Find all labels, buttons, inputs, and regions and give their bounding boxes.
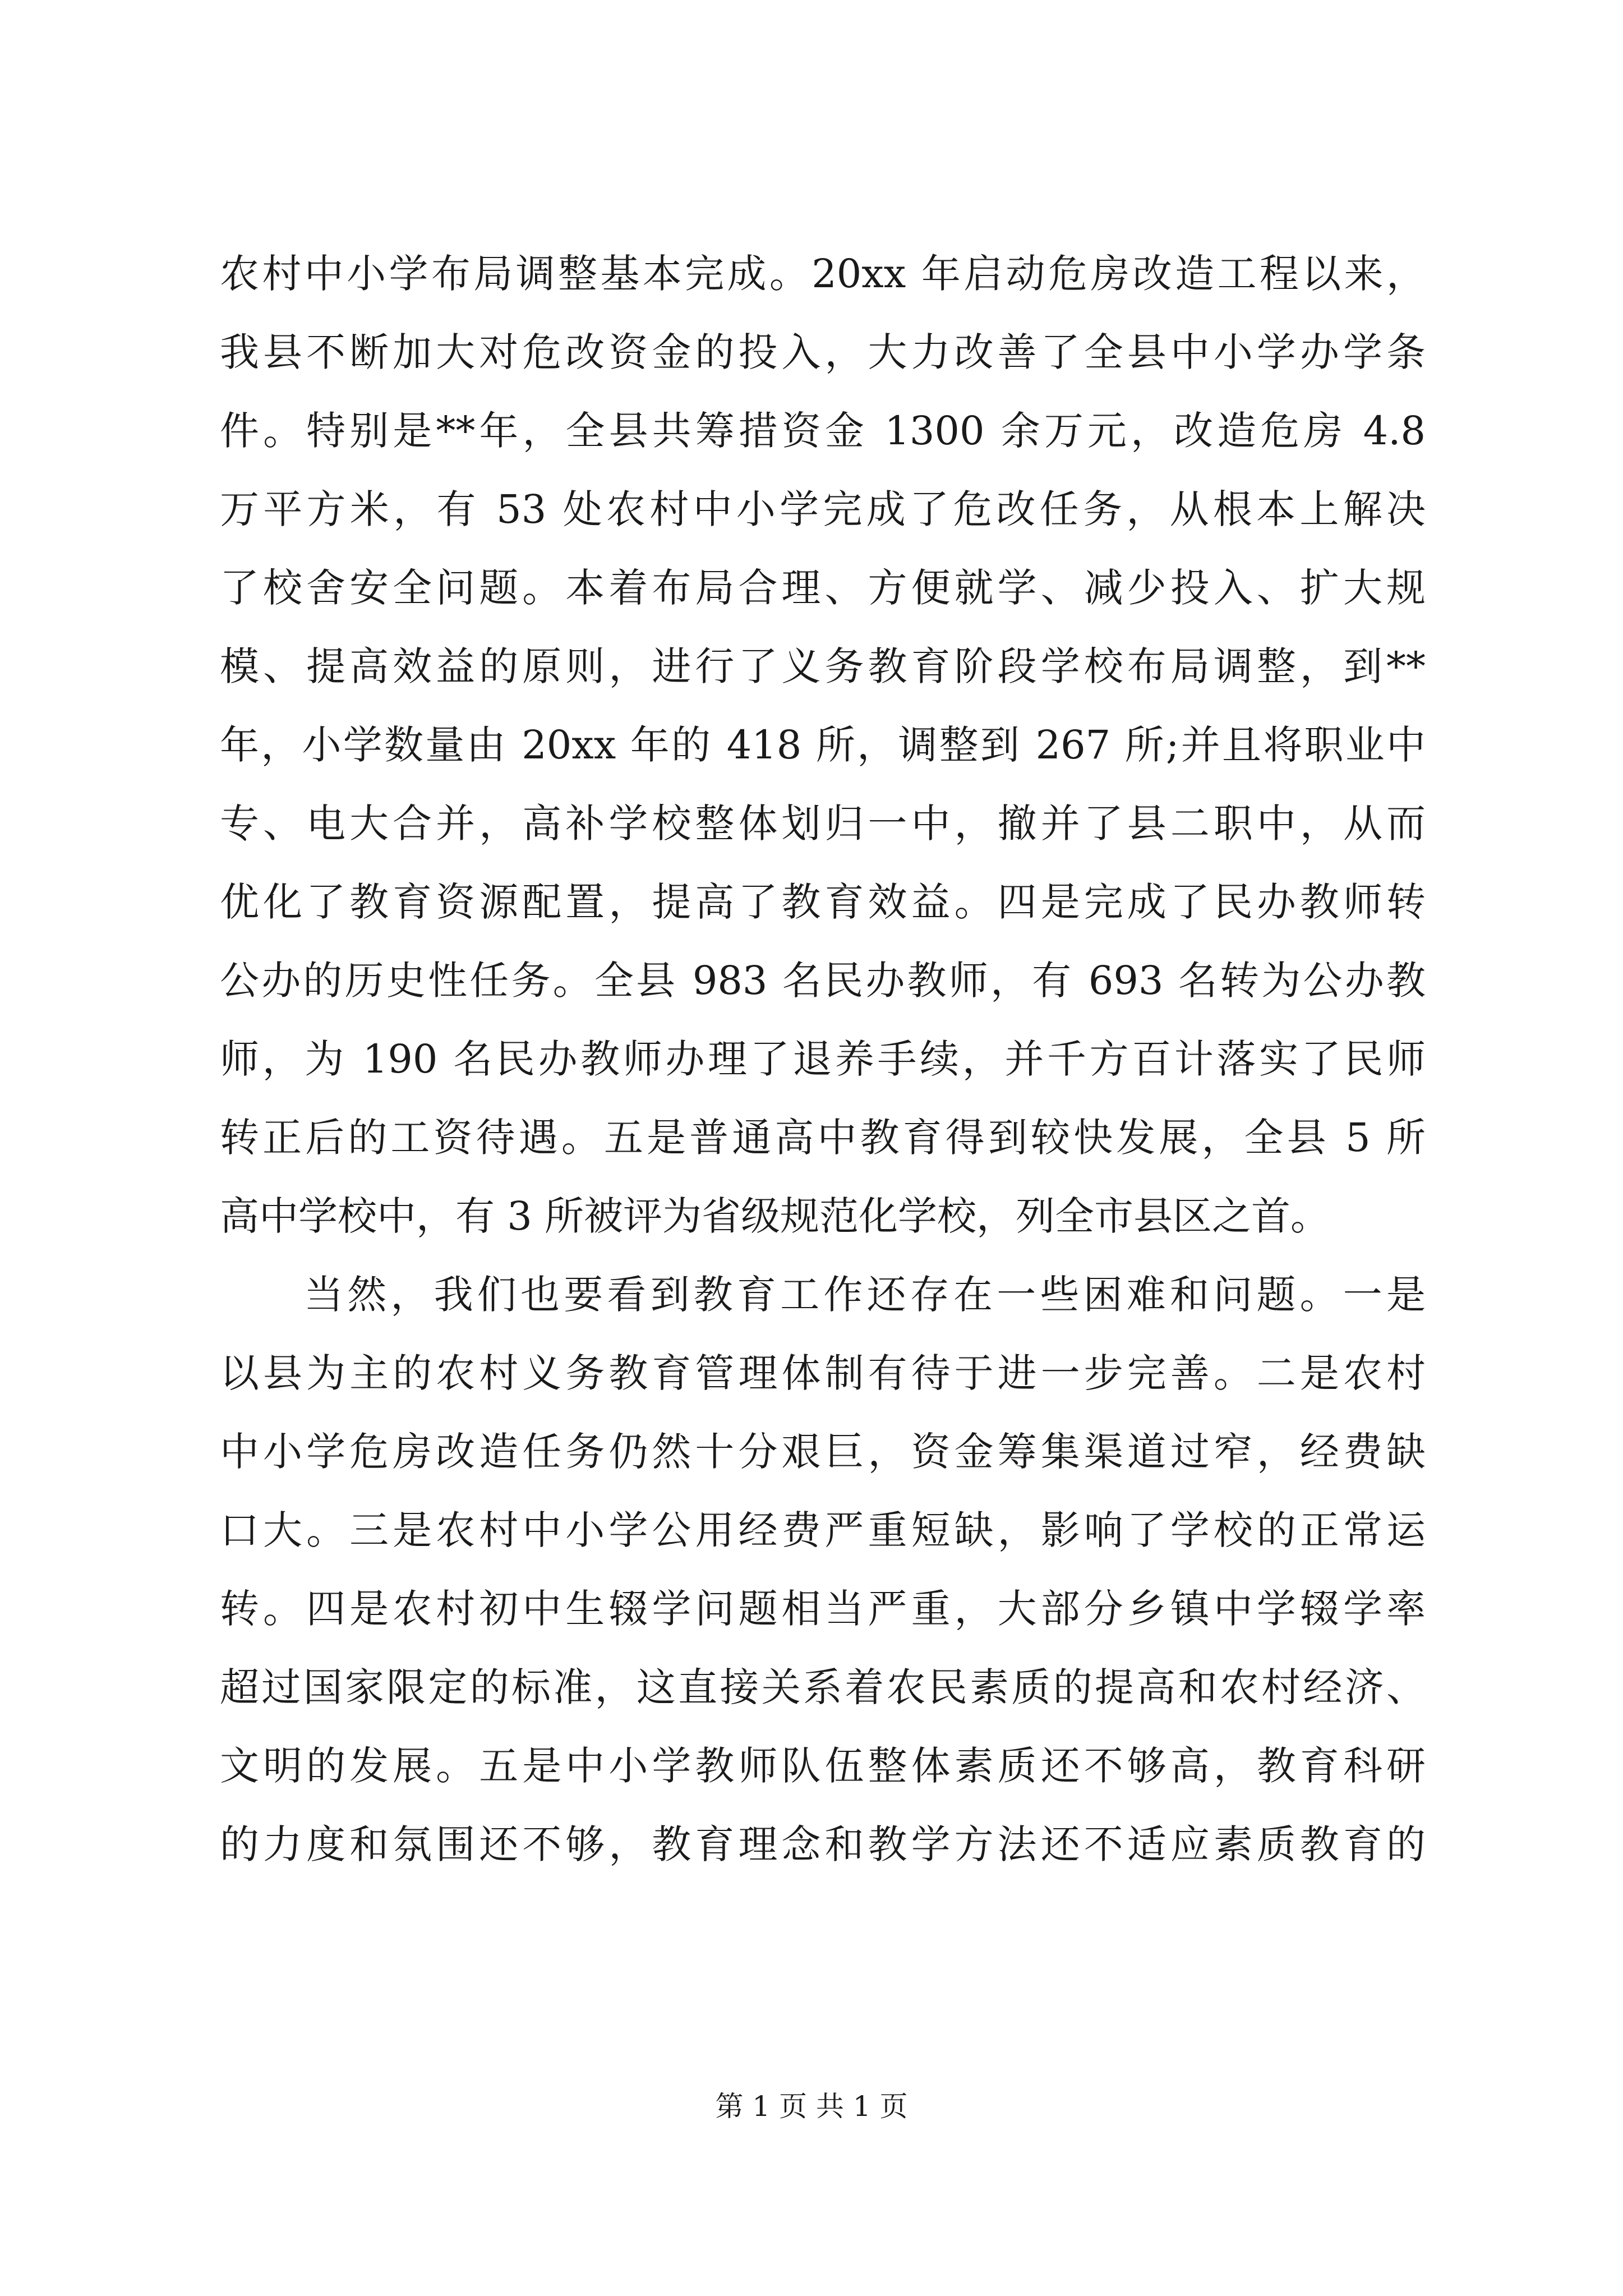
text-line: 专、电大合并，高补学校整体划归一中，撤并了县二职中，从而 — [220, 800, 1426, 846]
paragraph-1 — [220, 234, 1426, 1255]
text-line: 我县不断加大对危改资金的投入，大力改善了全县中小学办学条 — [220, 329, 1426, 375]
text-line: 公办的历史性任务。全县 983 名民办教师，有 693 名转为公办教 — [220, 958, 1426, 1004]
text-line: 口大。三是农村中小学公用经费严重短缺，影响了学校的正常运 — [220, 1507, 1426, 1553]
text-line: 当然，我们也要看到教育工作还存在一些困难和问题。一是 — [304, 1272, 1426, 1318]
text-line: 万平方米，有 53 处农村中小学完成了危改任务，从根本上解决 — [220, 486, 1426, 532]
text-line: 了校舍安全问题。本着布局合理、方便就学、减少投入、扩大规 — [220, 565, 1426, 611]
text-line: 中小学危房改造任务仍然十分艰巨，资金筹集渠道过窄，经费缺 — [220, 1429, 1426, 1475]
text-line: 农村中小学布局调整基本完成。20xx 年启动危房改造工程以来， — [220, 251, 1426, 297]
text-line: 文明的发展。五是中小学教师队伍整体素质还不够高，教育科研 — [220, 1743, 1426, 1789]
text-line: 优化了教育资源配置，提高了教育效益。四是完成了民办教师转 — [220, 879, 1426, 925]
text-line: 转正后的工资待遇。五是普通高中教育得到较快发展，全县 5 所 — [220, 1115, 1426, 1161]
document-body — [220, 234, 1426, 1884]
text-line: 高中学校中，有 3 所被评为省级规范化学校，列全市县区之首。 — [220, 1193, 1330, 1239]
text-line: 年，小学数量由 20xx 年的 418 所，调整到 267 所;并且将职业中 — [220, 722, 1426, 768]
text-line: 模、提高效益的原则，进行了义务教育阶段学校布局调整，到** — [220, 643, 1426, 689]
text-line: 师，为 190 名民办教师办理了退养手续，并千方百计落实了民师 — [220, 1036, 1426, 1082]
text-line: 以县为主的农村义务教育管理体制有待于进一步完善。二是农村 — [220, 1350, 1426, 1396]
text-line: 超过国家限定的标准，这直接关系着农民素质的提高和农村经济、 — [220, 1664, 1426, 1710]
page-number-footer: 第 1 页 共 1 页 — [715, 2090, 908, 2123]
text-line: 件。特别是**年，全县共筹措资金 1300 余万元，改造危房 4.8 — [220, 408, 1426, 454]
text-line: 转。四是农村初中生辍学问题相当严重，大部分乡镇中学辍学率 — [220, 1586, 1426, 1632]
text-line: 的力度和氛围还不够，教育理念和教学方法还不适应素质教育的 — [220, 1821, 1426, 1867]
paragraph-2 — [220, 1255, 1426, 1884]
